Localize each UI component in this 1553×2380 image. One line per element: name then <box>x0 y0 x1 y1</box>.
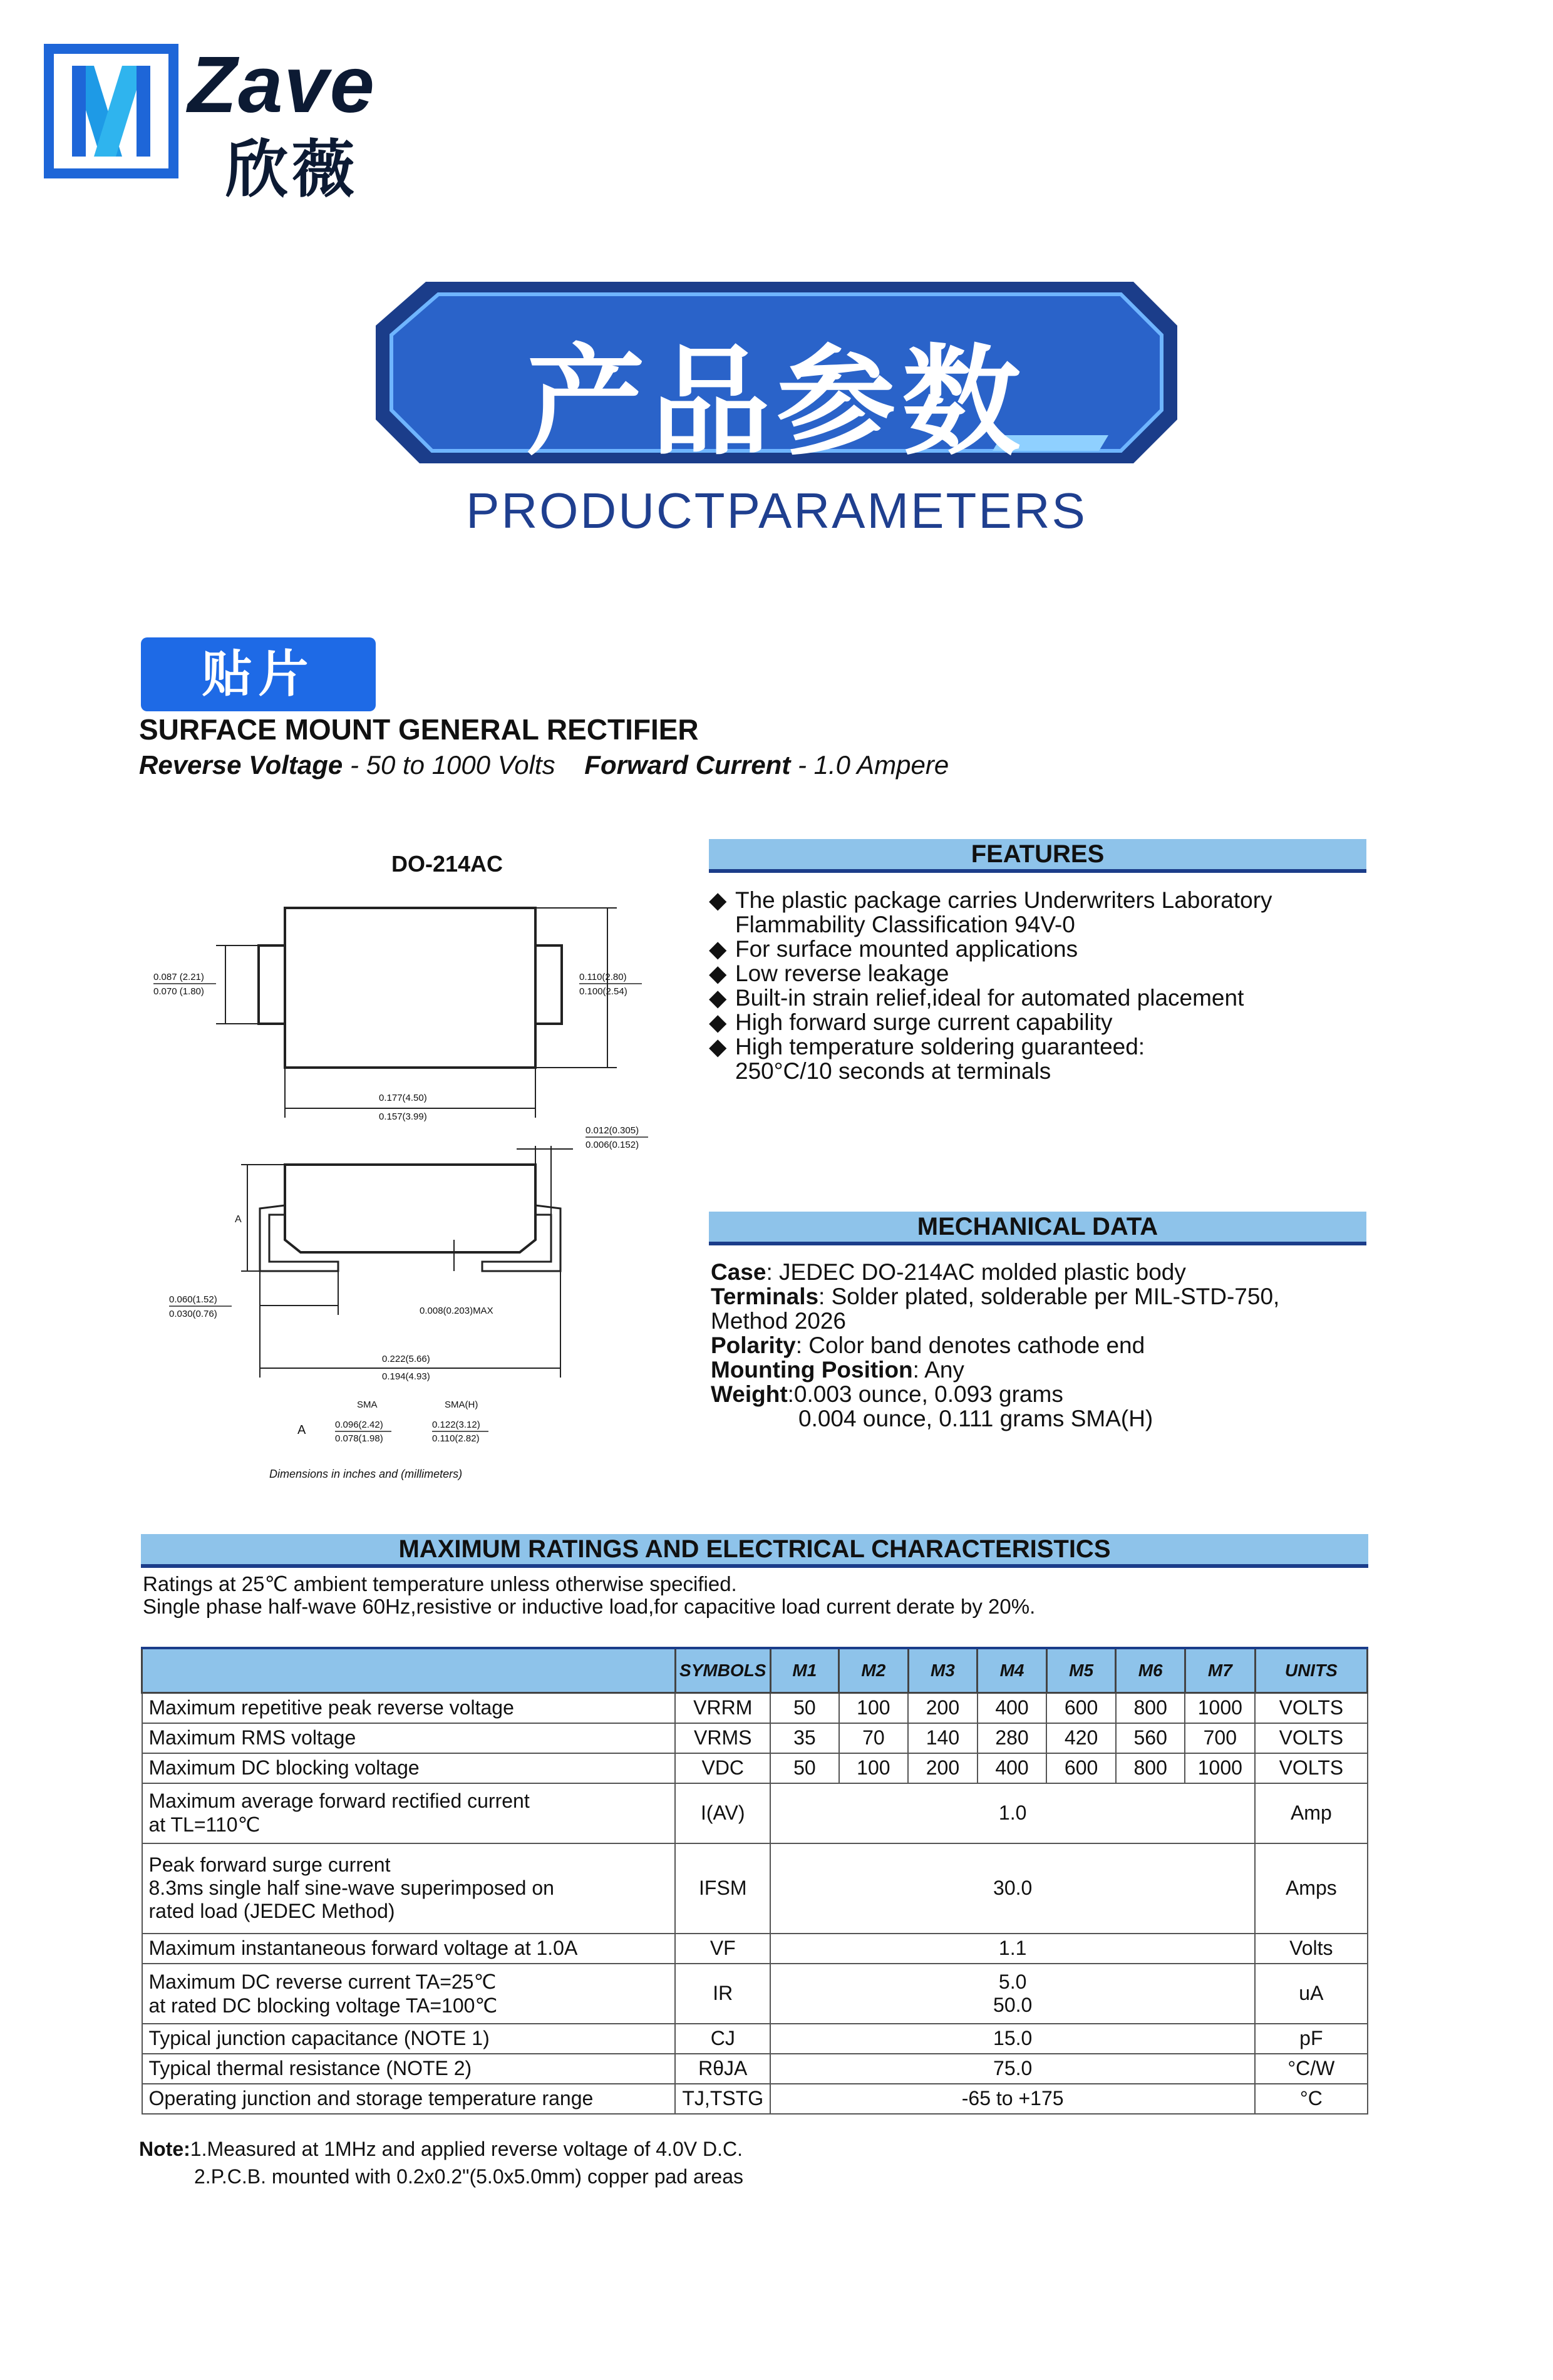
table-cell: 280 <box>978 1723 1047 1753</box>
dim-lead-bot: 0.006(0.152) <box>586 1140 639 1150</box>
table-cell: I(AV) <box>675 1783 770 1843</box>
table-cell: VOLTS <box>1255 1753 1367 1783</box>
smah-top: 0.122(3.12) <box>432 1419 480 1430</box>
smah-bot: 0.110(2.82) <box>432 1433 480 1444</box>
table-cell: 100 <box>839 1693 909 1723</box>
bullet-icon: ◆ <box>709 1034 727 1059</box>
table-cell: 400 <box>978 1693 1047 1723</box>
category-tag: 贴片 <box>141 637 376 711</box>
table-row <box>142 2024 1368 2054</box>
table-cell: 50 <box>770 1753 838 1783</box>
table-cell: Typical junction capacitance (NOTE 1) <box>142 2024 676 2054</box>
logo-mark-icon <box>44 44 178 178</box>
table-cell: Maximum average forward rectified current at TL=110℃ <box>142 1783 676 1843</box>
notes <box>139 2135 743 2190</box>
table-row <box>142 1693 1368 1723</box>
table-header-cell: M4 <box>978 1648 1047 1693</box>
table-header-row <box>142 1648 1368 1693</box>
table-row <box>142 1723 1368 1753</box>
table-row <box>142 1843 1368 1934</box>
table-cell: Maximum repetitive peak reverse voltage <box>142 1693 676 1723</box>
table-cell: 75.0 <box>770 2054 1255 2084</box>
reverse-voltage-value: - 50 to 1000 Volts <box>343 750 555 780</box>
dim-right-top: 0.110(2.80) <box>579 972 627 982</box>
table-cell: 1.0 <box>770 1783 1255 1843</box>
package-body-top <box>285 908 535 1068</box>
package-body-side <box>285 1165 535 1252</box>
table-cell: 400 <box>978 1753 1047 1783</box>
ratings-notes <box>143 1573 1035 1618</box>
feature-item <box>709 961 1373 986</box>
table-cell: VOLTS <box>1255 1693 1367 1723</box>
feature-item <box>709 937 1373 961</box>
polarity-value: : Color band denotes cathode end <box>795 1332 1145 1358</box>
dim-max: 0.008(0.203)MAX <box>420 1306 493 1316</box>
spec-table <box>141 1647 1368 2115</box>
table-cell: pF <box>1255 2024 1367 2054</box>
features-list <box>709 888 1373 1083</box>
table-cell: IFSM <box>675 1843 770 1934</box>
table-cell: 600 <box>1046 1753 1116 1783</box>
table-cell: 200 <box>908 1693 978 1723</box>
terminals-value: : Solder plated, solderable per MIL-STD-750, <box>818 1284 1280 1309</box>
feature-text: High temperature soldering guaranteed: <box>735 1034 1145 1059</box>
reverse-voltage-label: Reverse Voltage <box>139 750 343 780</box>
table-cell: °C/W <box>1255 2054 1367 2084</box>
dim-width-top: 0.177(4.50) <box>379 1093 427 1103</box>
table-cell: Maximum DC blocking voltage <box>142 1753 676 1783</box>
mechanical-header: MECHANICAL DATA <box>709 1212 1366 1245</box>
table-cell: Maximum instantaneous forward voltage at 1.0A <box>142 1934 676 1964</box>
forward-current-value: - 1.0 Ampere <box>790 750 949 780</box>
doc-subtitle <box>139 750 949 780</box>
table-row <box>142 1964 1368 2024</box>
table-row <box>142 1934 1368 1964</box>
feature-text: High forward surge current capability <box>735 1009 1113 1035</box>
table-cell: Volts <box>1255 1934 1367 1964</box>
mounting-value: : Any <box>912 1357 964 1383</box>
weight-value: :0.003 ounce, 0.093 grams <box>787 1381 1063 1407</box>
table-cell: 700 <box>1185 1723 1255 1753</box>
table-cell: VRRM <box>675 1693 770 1723</box>
case-value: : JEDEC DO-214AC molded plastic body <box>766 1259 1186 1285</box>
diagram-caption: Dimensions in inches and (millimeters) <box>269 1468 463 1480</box>
bullet-icon: ◆ <box>709 985 727 1011</box>
table-cell: IR <box>675 1964 770 2024</box>
table-cell: 200 <box>908 1753 978 1783</box>
case-label: Case <box>711 1259 766 1285</box>
table-cell: 800 <box>1116 1753 1185 1783</box>
table-header-cell: M2 <box>839 1648 909 1693</box>
bullet-icon: ◆ <box>709 887 727 913</box>
table-cell: uA <box>1255 1964 1367 2024</box>
feature-item <box>709 1034 1373 1083</box>
table-cell: Operating junction and storage temperature range <box>142 2084 676 2114</box>
dim-lead-top: 0.012(0.305) <box>586 1125 639 1136</box>
table-row <box>142 2054 1368 2084</box>
table-cell: 1000 <box>1185 1753 1255 1783</box>
table-cell: VRMS <box>675 1723 770 1753</box>
table-cell: Typical thermal resistance (NOTE 2) <box>142 2054 676 2084</box>
feature-text: Low reverse leakage <box>735 961 949 986</box>
table-header-cell: M7 <box>1185 1648 1255 1693</box>
banner-subtitle: PRODUCTPARAMETERS <box>466 483 1087 538</box>
table-cell: Maximum RMS voltage <box>142 1723 676 1753</box>
table-cell: 50 <box>770 1693 838 1723</box>
table-header-cell: SYMBOLS <box>675 1648 770 1693</box>
table-cell: 5.0 50.0 <box>770 1964 1255 2024</box>
dim-right-bot: 0.100(2.54) <box>579 986 627 997</box>
logo-name-en: Zave <box>188 40 376 130</box>
forward-current-label: Forward Current <box>584 750 791 780</box>
table-header-cell: M5 <box>1046 1648 1116 1693</box>
table-cell: VF <box>675 1934 770 1964</box>
table-cell: Peak forward surge current 8.3ms single half sine-wave superimposed on rated load (JEDEC Method) <box>142 1843 676 1934</box>
table-cell: 15.0 <box>770 2024 1255 2054</box>
polarity-label: Polarity <box>711 1332 796 1358</box>
feature-item <box>709 1010 1373 1034</box>
table-cell: 100 <box>839 1753 909 1783</box>
doc-title: SURFACE MOUNT GENERAL RECTIFIER <box>139 713 699 746</box>
table-cell: 140 <box>908 1723 978 1753</box>
table-cell: RθJA <box>675 2054 770 2084</box>
table-cell: 560 <box>1116 1723 1185 1753</box>
weight-label: Weight <box>711 1381 788 1407</box>
feature-text: 250°C/10 seconds at terminals <box>735 1058 1051 1084</box>
note-2: 2.P.C.B. mounted with 0.2x0.2"(5.0x5.0mm) copper pad areas <box>194 2165 744 2188</box>
table-cell: CJ <box>675 2024 770 2054</box>
lead-left <box>259 945 285 1024</box>
table-cell: 420 <box>1046 1723 1116 1753</box>
weight-value-2: 0.004 ounce, 0.111 grams SMA(H) <box>798 1406 1153 1431</box>
terminals-value-2: Method 2026 <box>711 1308 847 1334</box>
col-smah: SMA(H) <box>445 1399 478 1410</box>
dim-width-bot: 0.157(3.99) <box>379 1111 427 1122</box>
dim-a-label: A <box>235 1214 242 1225</box>
ratings-note-1: Ratings at 25℃ ambient temperature unless otherwise specified. <box>143 1572 737 1595</box>
a-row-label: A <box>297 1423 306 1437</box>
dim-total-bot: 0.194(4.93) <box>382 1371 430 1382</box>
col-sma: SMA <box>357 1399 378 1410</box>
table-cell: 30.0 <box>770 1843 1255 1934</box>
mounting-label: Mounting Position <box>711 1357 913 1383</box>
table-row <box>142 2084 1368 2114</box>
table-row <box>142 1783 1368 1843</box>
sma-top: 0.096(2.42) <box>335 1419 383 1430</box>
dim-left-bot: 0.070 (1.80) <box>153 986 204 997</box>
lead-right <box>535 945 562 1024</box>
bullet-icon: ◆ <box>709 1009 727 1035</box>
dim-total-top: 0.222(5.66) <box>382 1354 430 1364</box>
table-cell: 600 <box>1046 1693 1116 1723</box>
ratings-header: MAXIMUM RATINGS AND ELECTRICAL CHARACTERISTICS <box>141 1534 1368 1568</box>
table-cell: VDC <box>675 1753 770 1783</box>
note-1: 1.Measured at 1MHz and applied reverse voltage of 4.0V D.C. <box>190 2138 743 2160</box>
table-cell: °C <box>1255 2084 1367 2114</box>
dim-foot-top: 0.060(1.52) <box>169 1294 217 1305</box>
table-header-cell <box>142 1648 676 1693</box>
table-header-cell: M3 <box>908 1648 978 1693</box>
features-header: FEATURES <box>709 839 1366 873</box>
feature-item <box>709 986 1373 1010</box>
bullet-icon: ◆ <box>709 936 727 962</box>
table-header-cell: M1 <box>770 1648 838 1693</box>
table-cell: 70 <box>839 1723 909 1753</box>
package-name: DO-214AC <box>391 851 503 877</box>
logo-name-cn: 欣薇 <box>225 135 358 205</box>
sma-bot: 0.078(1.98) <box>335 1433 383 1444</box>
table-header-cell: M6 <box>1116 1648 1185 1693</box>
table-cell: Amps <box>1255 1843 1367 1934</box>
table-cell: Amp <box>1255 1783 1367 1843</box>
terminals-label: Terminals <box>711 1284 819 1309</box>
table-cell: VOLTS <box>1255 1723 1367 1753</box>
table-row <box>142 1753 1368 1783</box>
bullet-icon: ◆ <box>709 961 727 986</box>
feature-text: Flammability Classification 94V-0 <box>735 912 1075 937</box>
feature-text: Built-in strain relief,ideal for automated placement <box>735 985 1244 1011</box>
dim-left-top: 0.087 (2.21) <box>153 972 204 982</box>
table-cell: -65 to +175 <box>770 2084 1255 2114</box>
table-header-cell: UNITS <box>1255 1648 1367 1693</box>
table-cell: 1.1 <box>770 1934 1255 1964</box>
table-cell: Maximum DC reverse current TA=25℃ at rated DC blocking voltage TA=100℃ <box>142 1964 676 2024</box>
table-cell: 35 <box>770 1723 838 1753</box>
table-cell: 800 <box>1116 1693 1185 1723</box>
package-diagram <box>141 839 692 1484</box>
feature-item <box>709 888 1373 937</box>
notes-label: Note: <box>139 2138 190 2160</box>
dim-foot-bot: 0.030(0.76) <box>169 1309 217 1319</box>
feature-text: The plastic package carries Underwriters Laboratory <box>735 887 1272 913</box>
ratings-note-2: Single phase half-wave 60Hz,resistive or inductive load,for capacitive load current derate by 20%. <box>143 1595 1036 1618</box>
mechanical-data <box>711 1260 1375 1431</box>
table-cell: TJ,TSTG <box>675 2084 770 2114</box>
feature-text: For surface mounted applications <box>735 936 1078 962</box>
banner-title: 产品参数 <box>525 336 1027 469</box>
table-cell: 1000 <box>1185 1693 1255 1723</box>
